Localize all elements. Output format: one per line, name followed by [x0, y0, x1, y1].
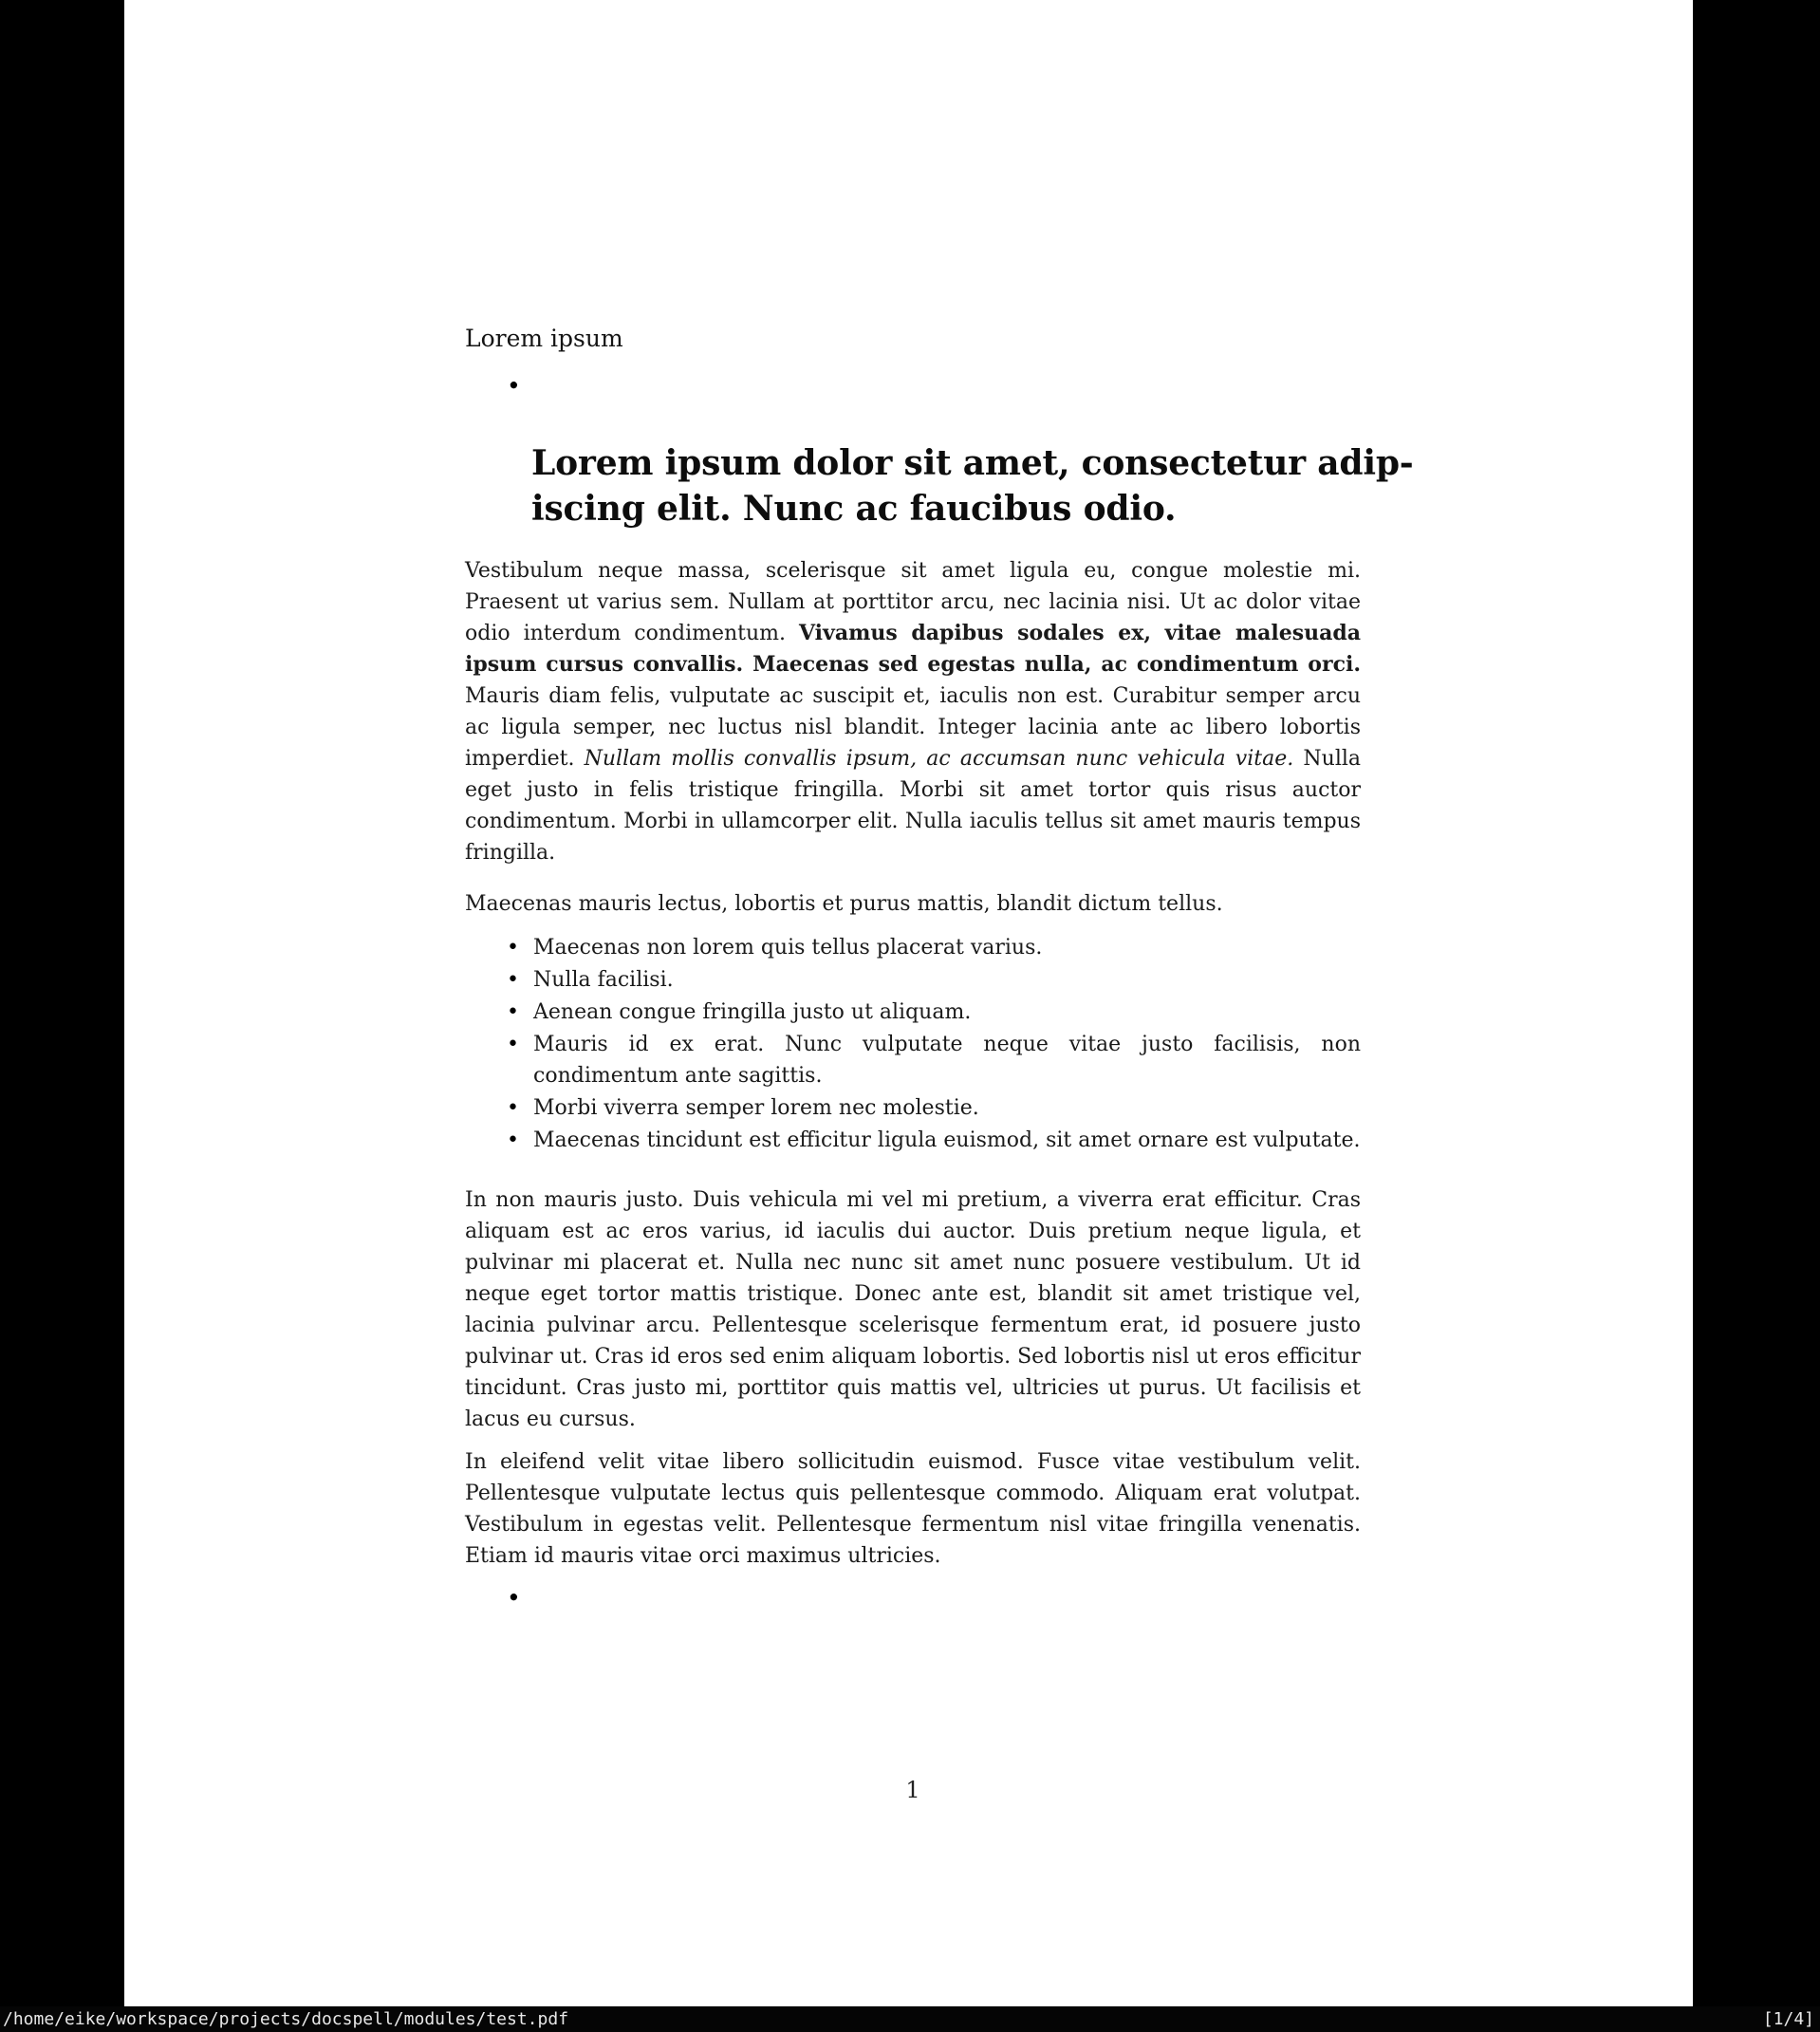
list-item-text: Nulla facilisi. [533, 968, 674, 992]
list-item [465, 1029, 1361, 1091]
list-item-text: Aenean congue fringilla justo ut aliquam. [533, 1000, 972, 1024]
paragraph-2: Maecenas mauris lectus, lobortis et purus mattis, blandit dictum tellus. [465, 892, 1223, 916]
list-item [465, 1125, 1361, 1156]
paragraph-4: In eleifend velit vitae libero sollicitudin euismod. Fusce vitae vestibulum velit. Pellentesque vulputate lectus quis pellentesque commodo. Aliquam erat volutpat. Vestibulum in egestas velit. Pellentesque fermentum nisl vitae fringilla venenatis. Etiam id mauris vitae orci maximus ultricies. [465, 1450, 1361, 1568]
list-item [465, 932, 1361, 963]
section-heading [531, 440, 1414, 531]
document-page[interactable] [124, 0, 1693, 2006]
paragraph-3: In non mauris justo. Duis vehicula mi vel mi pretium, a viverra erat efficitur. Cras aliquam est ac eros varius, id iaculis dui auctor. Duis pretium neque ligula, et pulvinar mi placerat et. Nulla nec nunc sit amet nunc posuere vestibulum. Ut id neque eget tortor mattis tristique. Donec ante est, blandit sit amet tristique vel, lacinia pulvinar arcu. Pellentesque scelerisque fermentum erat, id posuere justo pulvinar ut. Cras id eros sed enim aliquam lobortis. Sed lobortis nisl ut eros efficitur tincidunt. Cras justo mi, porttitor quis mattis vel, ultricies ut purus. Ut facilisis et lacus eu cursus. [465, 1188, 1361, 1431]
document-content [465, 0, 1414, 2006]
bullet-icon: • [507, 936, 519, 960]
page-number: 1 [905, 1777, 920, 1803]
bullet-icon: • [507, 1584, 521, 1612]
list-item-text: Morbi viverra semper lorem nec molestie. [533, 1096, 979, 1120]
list-item [465, 964, 1361, 996]
statusbar [0, 2006, 1820, 2032]
list-item [465, 997, 1361, 1028]
bullet-list [465, 932, 1361, 1157]
section-heading-line-1: Lorem ipsum dolor sit amet, consectetur adip- [531, 443, 1414, 483]
list-item [465, 1092, 1361, 1124]
bullet-icon: • [507, 1000, 519, 1024]
intro-label: Lorem ipsum [465, 325, 623, 352]
bullet-icon: • [507, 372, 521, 400]
list-item-text: Mauris id ex erat. Nunc vulputate neque vitae justo facilisis, non condimentum ante sagittis. [533, 1033, 1361, 1088]
bullet-icon: • [507, 968, 519, 992]
paragraph-1: Vestibulum neque massa, scelerisque sit amet ligula eu, congue molestie mi. Praesent ut varius sem. Nullam at porttitor arcu, nec lacinia nisi. Ut ac dolor vitae odio interdum condimentum. Vivamus dapibus sodales ex, vitae malesuada ipsum cursus convallis. Maecenas sed egestas nulla, ac condimentum orci. Mauris diam felis, vulputate ac suscipit et, iaculis non est. Curabitur semper arcu ac ligula semper, nec luctus nisl blandit. Integer lacinia ante ac libero lobortis imperdiet. Nullam mollis convallis ipsum, ac accumsan nunc vehicula vitae. Nulla eget justo in felis tristique fringilla. Morbi sit amet tortor quis risus auctor condimentum. Morbi in ullamcorper elit. Nulla iaculis tellus sit amet mauris tempus fringilla. [465, 559, 1362, 865]
statusbar-page-indicator: [1/4] [1762, 2009, 1814, 2029]
list-item-text: Maecenas tincidunt est efficitur ligula euismod, sit amet ornare est vulputate. [533, 1128, 1361, 1152]
bullet-icon: • [507, 1128, 519, 1152]
statusbar-file-path: /home/eike/workspace/projects/docspell/modules/test.pdf [3, 2009, 569, 2029]
list-item-text: Maecenas non lorem quis tellus placerat varius. [533, 936, 1043, 960]
bullet-icon: • [507, 1033, 519, 1056]
section-heading-line-2: iscing elit. Nunc ac faucibus odio. [531, 489, 1177, 529]
bullet-icon: • [507, 1096, 519, 1120]
